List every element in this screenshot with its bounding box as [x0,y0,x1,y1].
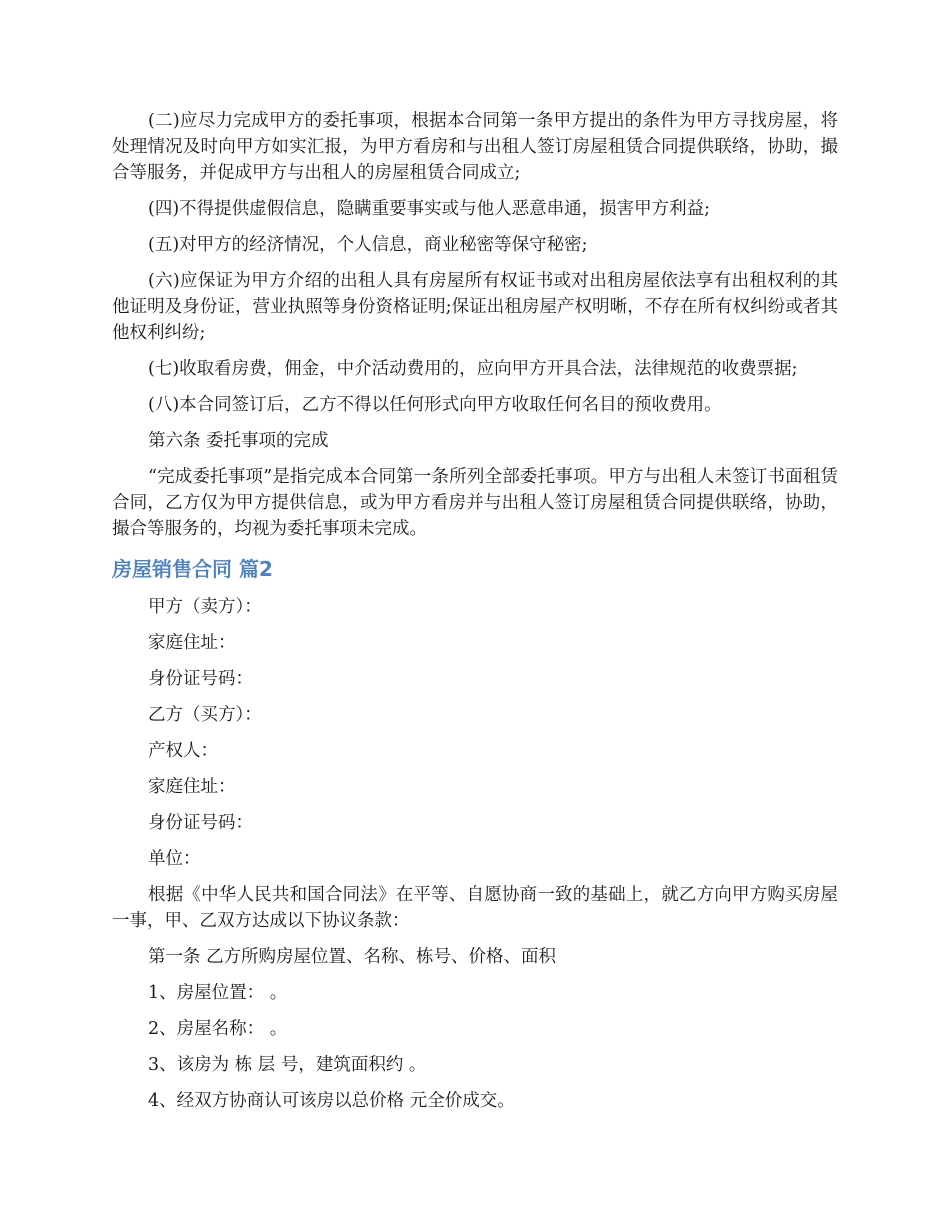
clause-8-paragraph: (八)本合同签订后，乙方不得以任何形式向甲方收取任何名目的预收费用。 [148,395,722,415]
item-3-area: 3、该房为 栋 层 号，建筑面积约 。 [148,1055,427,1075]
seller-label: 甲方（卖方）： [148,597,262,617]
buyer-label: 乙方（买方）： [148,705,262,725]
seller-id-label: 身份证号码： [148,669,253,689]
article-1-title: 第一条 乙方所购房屋位置、名称、栋号、价格、面积 [148,947,557,967]
section-heading: 房屋销售合同 篇2 [112,557,273,581]
clause-4-paragraph: (四)不得提供虚假信息，隐瞒重要事实或与他人恶意串通，损害甲方利益; [148,199,711,219]
owner-label: 产权人： [148,741,218,761]
document-page [112,108,838,1124]
buyer-id-label: 身份证号码： [148,813,253,833]
clause-5-paragraph: (五)对甲方的经济情况，个人信息，商业秘密等保守秘密; [148,235,588,255]
clause-7-paragraph: (七)收取看房费，佣金，中介活动费用的，应向甲方开具合法，法律规范的收费票据; [148,359,798,379]
completion-definition-paragraph: “完成委托事项”是指完成本合同第一条所列全部委托事项。甲方与出租人未签订书面租赁合同，乙方仅为甲方提供信息，或为甲方看房并与出租人签订房屋租赁合同提供联络，协助，撮合等服务的，均视为委托事项未完成。 [112,467,838,539]
item-2-name: 2、房屋名称： 。 [148,1019,288,1039]
preamble-paragraph: 根据《中华人民共和国合同法》在平等、自愿协商一致的基础上，就乙方向甲方购买房屋一事，甲、乙双方达成以下协议条款： [112,885,838,931]
clause-2-paragraph: (二)应尽力完成甲方的委托事项，根据本合同第一条甲方提出的条件为甲方寻找房屋，将处理情况及时向甲方如实汇报，为甲方看房和与出租人签订房屋租赁合同提供联络，协助，撮合等服务，并促成甲方与出租人的房屋租赁合同成立; [112,111,838,183]
item-4-price: 4、经双方协商认可该房以总价格 元全价成交。 [148,1091,515,1111]
seller-address-label: 家庭住址： [148,633,236,653]
article-6-title: 第六条 委托事项的完成 [148,431,329,451]
clause-6-paragraph: (六)应保证为甲方介绍的出租人具有房屋所有权证书或对出租房屋依法享有出租权利的其他证明及身份证，营业执照等身份资格证明;保证出租房屋产权明晰，不存在所有权纠纷或者其他权利纠纷; [112,271,838,343]
employer-label: 单位： [148,849,201,869]
item-1-location: 1、房屋位置： 。 [148,983,288,1003]
buyer-address-label: 家庭住址： [148,777,236,797]
